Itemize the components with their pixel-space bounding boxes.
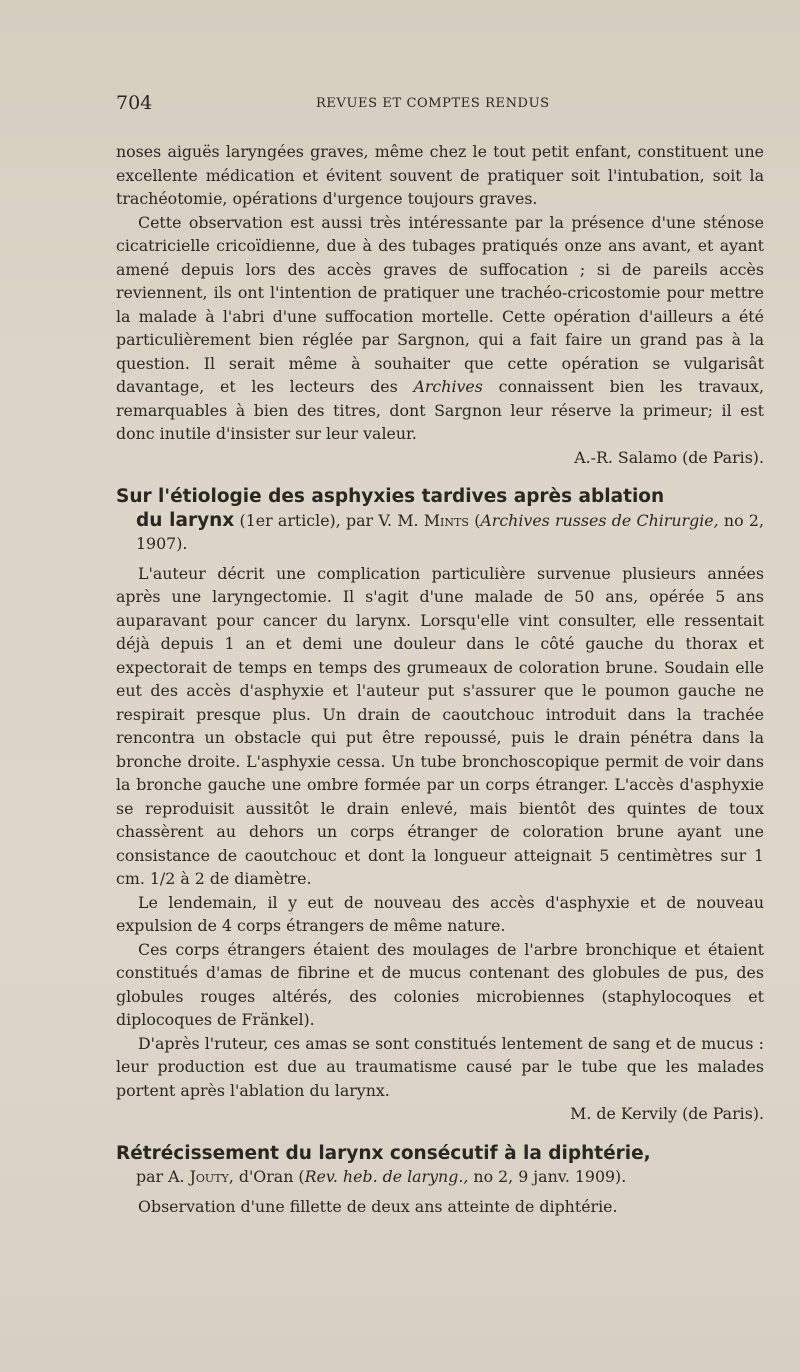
review3-meta-post: no 2, 9 janv. 1909).: [473, 1167, 627, 1186]
review3-paragraph: Observation d'une fillette de deux ans atteinte de diphtérie.: [138, 1196, 618, 1216]
page-number: 704: [116, 92, 153, 114]
review1-paragraph-2: [116, 211, 764, 446]
review2-title-line2-row: [116, 509, 764, 556]
review1-paragraph-1: noses aiguës laryngées graves, même chez le tout petit enfant, constituent une excellente médication et évitent souvent de pratiquer soit l'intubation, soit la trachéotomie, opérations d'urgence toujours graves.: [116, 142, 764, 208]
review3-author: Jouty: [189, 1167, 229, 1186]
review2-signature: M. de Kervily (de Paris).: [570, 1104, 764, 1123]
review3-title-block: [116, 1142, 764, 1189]
review2-title: Sur l'étiologie des asphyxies tardives après ablation: [116, 486, 665, 507]
review2-title-block: [116, 485, 764, 556]
review2-paragraph-1: L'auteur décrit une complication particulière survenue plusieurs années après une laryngectomie. Il s'agit d'une malade de 50 ans, opérée 5 ans auparavant pour cancer du larynx. Lorsqu'elle vint consulter, elle ressentait déjà depuis 1 an et demi une douleur dans le côté gauche du thorax et expectorait de temps en temps des grumeaux de coloration brune. Soudain elle eut des accès d'asphyxie et l'auteur put s'assurer que le poumon gauche ne respirait presque plus. Un drain de caoutchouc introduit dans la trachée rencontra un obstacle qui put être repoussé, puis le drain pénétra dans la bronche droite. L'asphyxie cessa. Un tube bronchoscopique permit de voir dans la bronche gauche une ombre formée par un corps étranger. L'accès d'asphyxie se reproduisit aussitôt le drain enlevé, mais bientôt des quintes de toux chassèrent au dehors un corps étranger de coloration brune ayant une consistance de caoutchouc et dont la longueur atteignait 5 centimètres sur 1 cm. 1/2 à 2 de diamètre.: [116, 563, 764, 888]
review2-meta-pre: (1er article), par V. M.: [239, 510, 419, 530]
review3-meta-pre: par A.: [136, 1167, 185, 1186]
review1-paragraph-2-end: connaissent bien les travaux, remarquables à bien des titres, dont Sargnon leur réserve la primeur; il est donc inutile d'insister sur leur valeur.: [116, 377, 765, 443]
review2-journal: Archives russes de Chirurgie,: [480, 510, 719, 530]
review2-title-line2: du larynx: [136, 509, 235, 531]
review2-author: Mints: [423, 510, 469, 530]
review2-paragraph-3: Ces corps étrangers étaient des moulages de l'arbre bronchique et étaient constitués d'amas de fibrine et de mucus contenant des globules de pus, des globules rouges altérés, des colonies microbiennes (staphylocoques et diplocoques de Fränkel).: [116, 939, 764, 1029]
review2-paragraph-2: Le lendemain, il y eut de nouveau des accès d'asphyxie et de nouveau expulsion de 4 corps étrangers de même nature.: [116, 892, 764, 935]
review2-meta-paren: (: [474, 510, 481, 530]
review1-signature: A.-R. Salamo (de Paris).: [574, 447, 764, 467]
body-text: [116, 140, 764, 1218]
review3-meta-row: [116, 1165, 764, 1189]
review3-title: Rétrécissement du larynx consécutif à la diphtérie,: [116, 1142, 651, 1164]
page-header: [116, 92, 766, 118]
review2-meta-post: no 2, 1907).: [136, 510, 764, 553]
review2-paragraph-4: D'après l'ruteur, ces amas se sont constitués lentement de sang et de mucus : leur production est due au traumatisme causé par le tube que les malades portent après l'ablation du larynx.: [116, 1033, 764, 1100]
review3-meta-mid: , d'Oran (: [228, 1167, 305, 1186]
journal-name: Archives: [413, 377, 483, 396]
review3-journal: Rev. heb. de laryng.,: [304, 1167, 469, 1186]
review1-paragraph-2-text: Cette observation est aussi très intéressante par la présence d'une sténose cicatricielle cricoïdienne, due à des tubages pratiqués onze ans avant, et ayant amené depuis lors des accès graves de suffocation ; si de pareils accès reviennent, ils ont l'intention de pratiquer une trachéo-cricostomie pour mettre la malade à l'abri d'une suffocation mortelle. Cette opération d'ailleurs a été particulièrement bien réglée par Sargnon, qui a fait faire un grand pas à la question. Il serait même à souhaiter que cette opération se vulgarisât davantage, et les lecteurs des: [116, 212, 764, 396]
running-head: REVUES ET COMPTES RENDUS: [316, 96, 550, 111]
